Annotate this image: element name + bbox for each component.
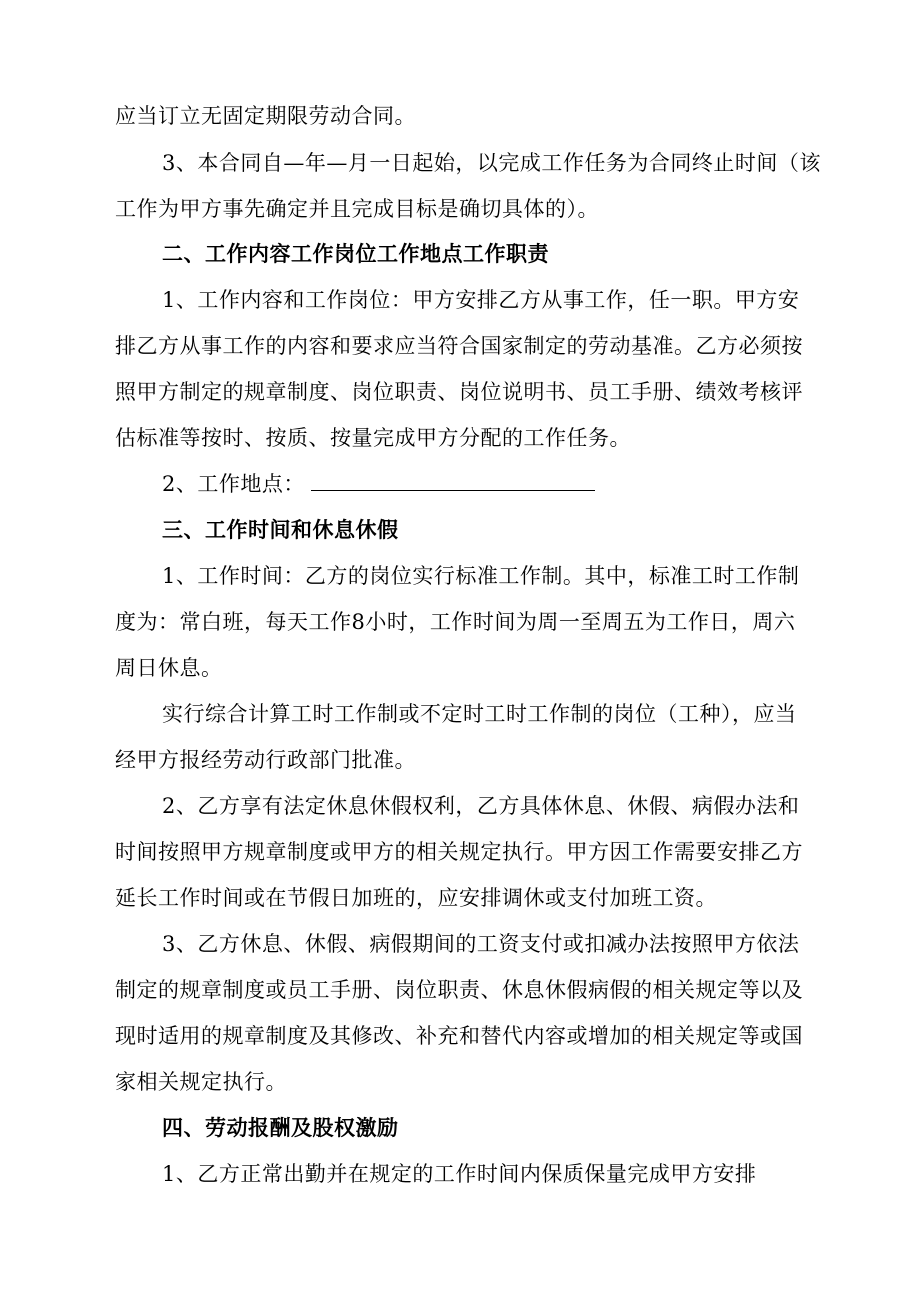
text-line: 经甲方报经劳动行政部门批准。	[115, 748, 416, 772]
section-heading: 四、劳动报酬及股权激励	[162, 1115, 399, 1140]
section-heading: 三、工作时间和休息休假	[162, 517, 399, 542]
text-line: 现时适用的规章制度及其修改、补充和替代内容或增加的相关规定等或国	[115, 1024, 803, 1048]
text-line: 1、工作时间：乙方的岗位实行标准工作制。其中，标准工时工作制	[162, 564, 800, 588]
work-location-blank	[311, 472, 595, 491]
text-line: 照甲方制定的规章制度、岗位职责、岗位说明书、员工手册、绩效考核评	[115, 380, 803, 404]
text-line: 1、工作内容和工作岗位：甲方安排乙方从事工作，任一职。甲方安	[162, 288, 800, 312]
text-line: 估标准等按时、按质、按量完成甲方分配的工作任务。	[115, 426, 631, 450]
text-line: 制定的规章制度或员工手册、岗位职责、休息休假病假的相关规定等以及	[115, 978, 803, 1002]
text-line: 实行综合计算工时工作制或不定时工时工作制的岗位（工种），应当	[162, 702, 797, 726]
text-line: 度为：常白班，每天工作8小时，工作时间为周一至周五为工作日，周六	[115, 610, 796, 634]
text-line: 应当订立无固定期限劳动合同。	[115, 104, 416, 128]
text-line: 2、乙方享有法定休息休假权利，乙方具体休息、休假、病假办法和	[162, 794, 800, 818]
text-line: 家相关规定执行。	[115, 1070, 287, 1094]
text-line: 3、本合同自—年—月一日起始，以完成工作任务为合同终止时间（该	[162, 151, 821, 175]
text-line: 周日休息。	[115, 656, 223, 680]
text-line: 时间按照甲方规章制度或甲方的相关规定执行。甲方因工作需要安排乙方	[115, 840, 803, 864]
text-line: 1、乙方正常出勤并在规定的工作时间内保质保量完成甲方安排	[162, 1162, 757, 1186]
section-heading: 二、工作内容工作岗位工作地点工作职责	[162, 241, 549, 266]
work-location-label: 2、工作地点：	[162, 472, 305, 496]
text-line: 工作为甲方事先确定并且完成目标是确切具体的）。	[115, 197, 599, 221]
text-line: 排乙方从事工作的内容和要求应当符合国家制定的劳动基准。乙方必须按	[115, 334, 803, 358]
text-line: 3、乙方休息、休假、病假期间的工资支付或扣减办法按照甲方依法	[162, 932, 800, 956]
text-line: 延长工作时间或在节假日加班的，应安排调休或支付加班工资。	[115, 886, 717, 910]
text-line-work-location	[162, 469, 595, 499]
